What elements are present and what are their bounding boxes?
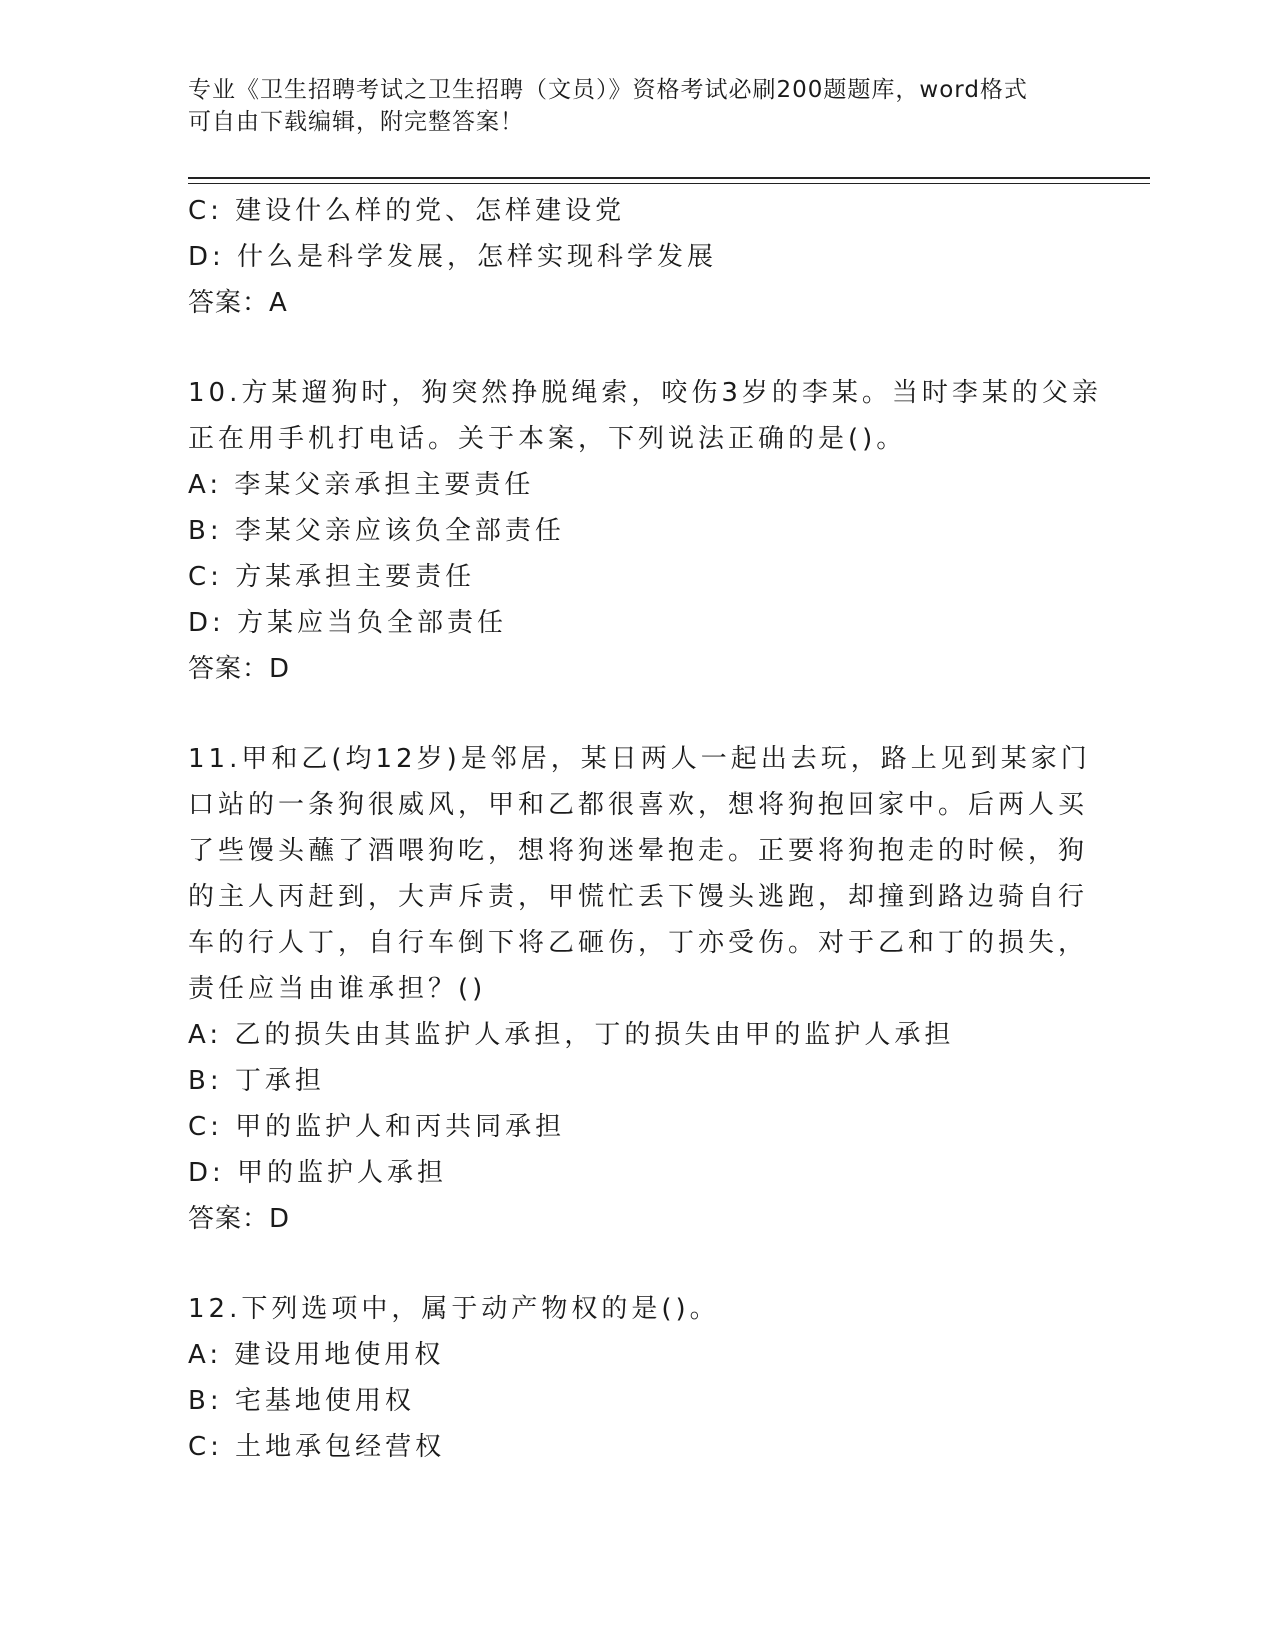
- question-gap: [188, 326, 1088, 370]
- question-stem-line: 车的行人丁，自行车倒下将乙砸伤，丁亦受伤。对于乙和丁的损失，: [188, 928, 1089, 958]
- option-c: C: 方某承担主要责任: [188, 562, 476, 592]
- question-gap: [188, 1242, 1088, 1286]
- question-stem-line: 责任应当由谁承担？(): [188, 974, 487, 1004]
- question-9-fragment: [188, 188, 1088, 326]
- header-line-2: 可自由下载编辑，附完整答案！: [188, 109, 524, 135]
- option-d: D: 方某应当负全部责任: [188, 608, 508, 638]
- header-divider-thin: [188, 183, 1150, 184]
- option-d: D: 什么是科学发展，怎样实现科学发展: [188, 242, 718, 272]
- option-a: A: 建设用地使用权: [188, 1340, 445, 1370]
- option-c: C: 土地承包经营权: [188, 1432, 446, 1462]
- question-stem-line: 12.下列选项中，属于动产物权的是()。: [188, 1294, 720, 1324]
- option-b: B: 李某父亲应该负全部责任: [188, 516, 565, 546]
- option-b: B: 宅基地使用权: [188, 1386, 415, 1416]
- answer-label: 答案：A: [188, 288, 288, 318]
- option-a: A: 乙的损失由其监护人承担，丁的损失由甲的监护人承担: [188, 1020, 955, 1050]
- question-stem-line: 10.方某遛狗时，狗突然挣脱绳索，咬伤3岁的李某。当时李某的父亲: [188, 378, 1102, 408]
- option-d: D: 甲的监护人承担: [188, 1158, 448, 1188]
- question-10: [188, 370, 1102, 692]
- question-stem-line: 了些馒头蘸了酒喂狗吃，想将狗迷晕抱走。正要将狗抱走的时候，狗: [188, 836, 1089, 866]
- question-stem-line: 口站的一条狗很威风，甲和乙都很喜欢，想将狗抱回家中。后两人买: [188, 790, 1089, 820]
- option-b: B: 丁承担: [188, 1066, 325, 1096]
- option-c: C: 甲的监护人和丙共同承担: [188, 1112, 566, 1142]
- question-gap: [188, 692, 1088, 736]
- question-11: [188, 736, 1091, 1242]
- answer-label: 答案：D: [188, 654, 291, 684]
- question-stem-line: 11.甲和乙(均12岁)是邻居，某日两人一起出去玩，路上见到某家门: [188, 744, 1091, 774]
- option-c: C: 建设什么样的党、怎样建设党: [188, 196, 626, 226]
- header-line-1: 专业《卫生招聘考试之卫生招聘（文员）》资格考试必刷200题题库，word格式: [188, 77, 1028, 103]
- document-header: [188, 74, 1088, 138]
- question-stem-line: 的主人丙赶到，大声斥责，甲慌忙丢下馒头逃跑，却撞到路边骑自行: [188, 882, 1089, 912]
- question-12: [188, 1286, 1088, 1470]
- option-a: A: 李某父亲承担主要责任: [188, 470, 535, 500]
- header-divider-thick: [188, 177, 1150, 179]
- question-list: [188, 188, 1102, 1470]
- question-stem-line: 正在用手机打电话。关于本案，下列说法正确的是()。: [188, 424, 907, 454]
- answer-label: 答案：D: [188, 1204, 291, 1234]
